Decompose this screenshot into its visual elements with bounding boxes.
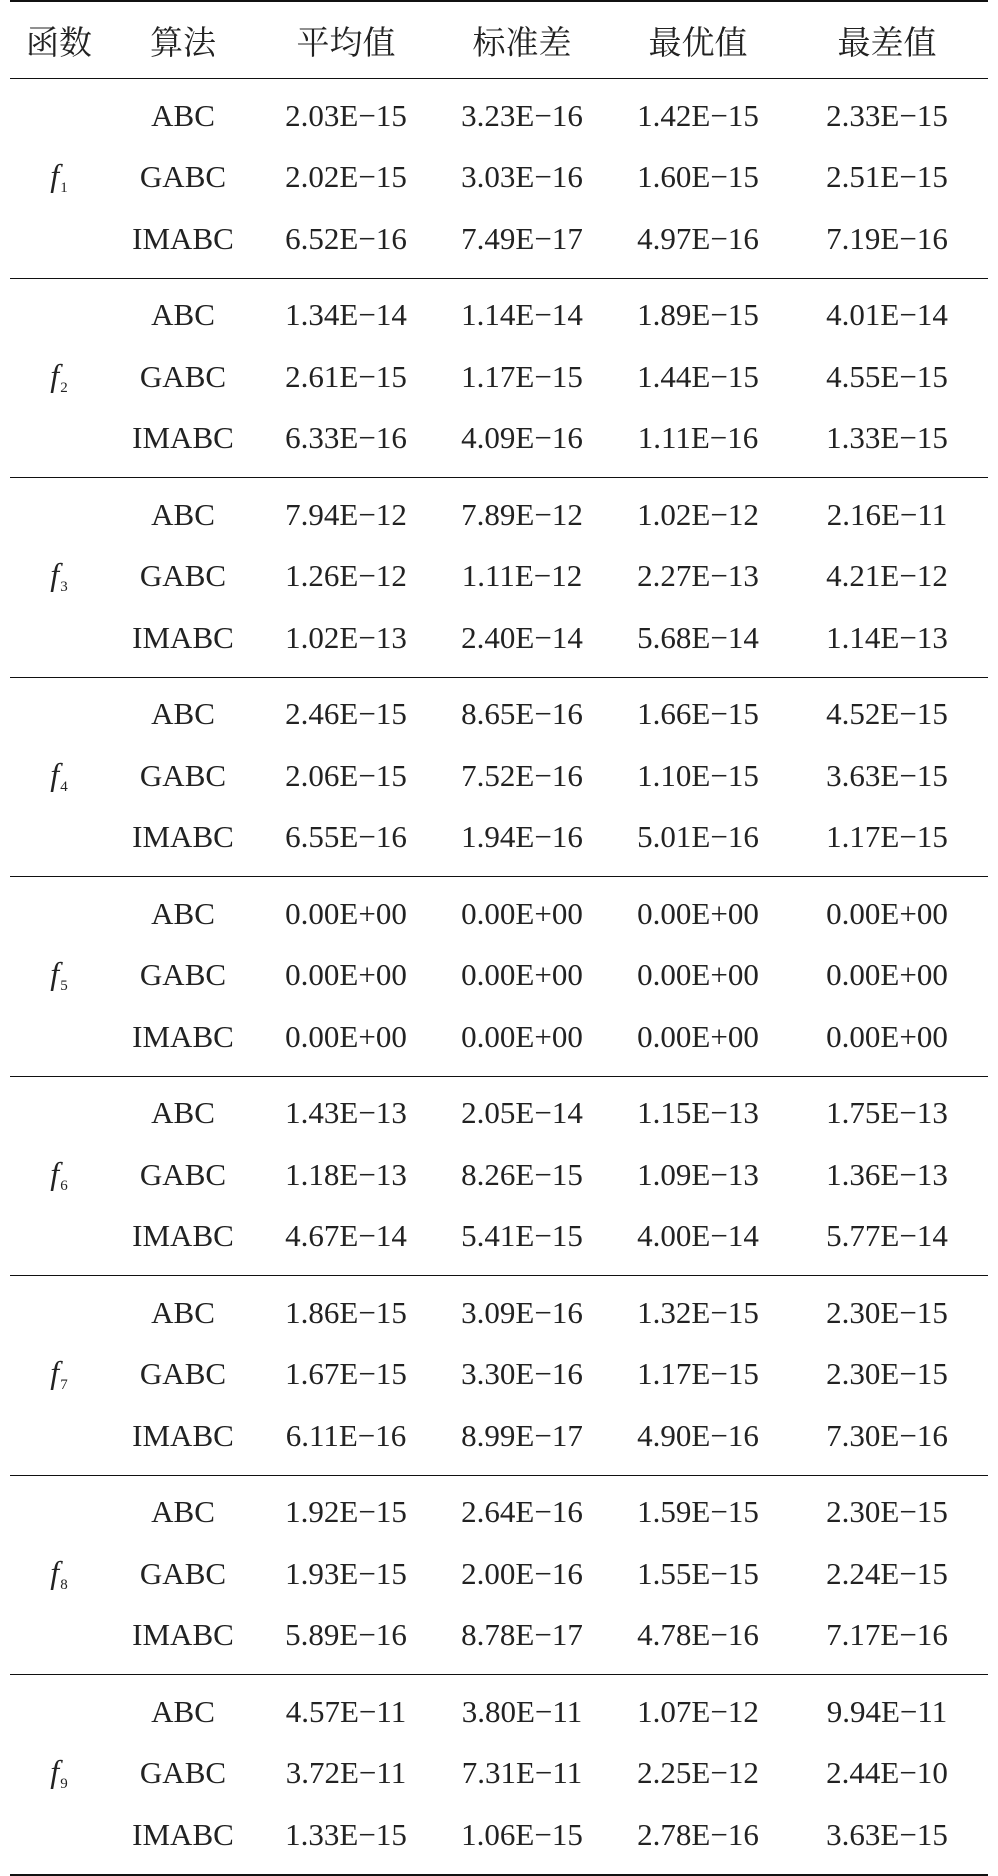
algorithm-cell: ABC (151, 1294, 215, 1330)
function-group (10, 1077, 988, 1276)
table-row (10, 346, 988, 408)
mean-cell: 1.18E−13 (285, 1156, 407, 1192)
table-row (10, 546, 988, 608)
table-row (10, 1206, 988, 1268)
best-cell: 1.60E−15 (637, 159, 759, 195)
algorithm-cell: GABC (139, 1555, 227, 1591)
best-cell: 1.42E−15 (637, 97, 759, 133)
std-cell: 8.65E−16 (461, 696, 583, 732)
mean-cell: 2.06E−15 (285, 757, 407, 793)
function-group (10, 279, 988, 478)
algorithm-cell: IMABC (132, 1218, 234, 1254)
mean-cell: 1.67E−15 (285, 1356, 407, 1392)
worst-cell: 4.55E−15 (826, 358, 948, 394)
std-cell: 2.05E−14 (461, 1095, 583, 1131)
mean-cell: 2.46E−15 (285, 696, 407, 732)
table-row (10, 208, 988, 270)
worst-cell: 5.77E−14 (826, 1218, 948, 1254)
function-label: $f_8$ (50, 1553, 68, 1593)
function-label: $f_2$ (50, 356, 68, 396)
algorithm-cell: ABC (151, 895, 215, 931)
table-row (10, 1605, 988, 1667)
worst-cell: 1.36E−13 (826, 1156, 948, 1192)
best-cell: 1.66E−15 (637, 696, 759, 732)
table-row (10, 147, 988, 209)
std-cell: 3.80E−11 (461, 1693, 583, 1729)
function-group (10, 79, 988, 278)
algorithm-cell: ABC (151, 1693, 215, 1729)
worst-cell: 4.01E−14 (826, 297, 948, 333)
worst-cell: 1.14E−13 (826, 619, 948, 655)
algorithm-cell: GABC (139, 1156, 227, 1192)
table-row (10, 1482, 988, 1544)
mean-cell: 6.33E−16 (285, 420, 407, 456)
algorithm-cell: ABC (151, 496, 215, 532)
std-cell: 1.14E−14 (461, 297, 583, 333)
algorithm-cell: IMABC (132, 619, 234, 655)
std-cell: 3.23E−16 (461, 97, 583, 133)
algorithm-cell: GABC (139, 159, 227, 195)
std-cell: 7.52E−16 (461, 757, 583, 793)
algorithm-cell: GABC (139, 1356, 227, 1392)
std-cell: 3.03E−16 (461, 159, 583, 195)
function-group (10, 478, 988, 677)
mean-cell: 6.52E−16 (285, 220, 407, 256)
worst-cell: 3.63E−15 (826, 1816, 948, 1852)
best-cell: 1.10E−15 (637, 757, 759, 793)
mean-cell: 4.57E−11 (285, 1693, 407, 1729)
table-row (10, 945, 988, 1007)
worst-cell: 2.30E−15 (826, 1494, 948, 1530)
best-cell: 1.32E−15 (637, 1294, 759, 1330)
best-cell: 2.78E−16 (637, 1816, 759, 1852)
algorithm-cell: ABC (151, 696, 215, 732)
algorithm-cell: GABC (139, 358, 227, 394)
header-mean: 平均值 (296, 25, 396, 62)
best-cell: 4.90E−16 (637, 1417, 759, 1453)
algorithm-cell: ABC (151, 97, 215, 133)
function-group (10, 1476, 988, 1675)
table-row (10, 1344, 988, 1406)
best-cell: 1.17E−15 (637, 1356, 759, 1392)
std-cell: 1.94E−16 (461, 819, 583, 855)
table-row (10, 607, 988, 669)
worst-cell: 2.44E−10 (826, 1755, 948, 1791)
table-row (10, 883, 988, 945)
mean-cell: 5.89E−16 (285, 1617, 407, 1653)
algorithm-cell: GABC (139, 757, 227, 793)
table-body (10, 79, 988, 1876)
table-row (10, 1083, 988, 1145)
table-row (10, 1405, 988, 1467)
mean-cell: 2.61E−15 (285, 358, 407, 394)
mean-cell: 1.34E−14 (285, 297, 407, 333)
std-cell: 1.06E−15 (461, 1816, 583, 1852)
mean-cell: 1.93E−15 (285, 1555, 407, 1591)
worst-cell: 7.30E−16 (826, 1417, 948, 1453)
best-cell: 5.68E−14 (637, 619, 759, 655)
worst-cell: 2.30E−15 (826, 1294, 948, 1330)
table-row (10, 1743, 988, 1805)
std-cell: 4.09E−16 (461, 420, 583, 456)
mean-cell: 7.94E−12 (285, 496, 407, 532)
worst-cell: 1.17E−15 (826, 819, 948, 855)
mean-cell: 0.00E+00 (285, 1018, 407, 1054)
best-cell: 2.25E−12 (637, 1755, 759, 1791)
function-label: $f_4$ (50, 755, 68, 795)
best-cell: 4.78E−16 (637, 1617, 759, 1653)
algorithm-cell: IMABC (132, 1816, 234, 1852)
algorithm-cell: IMABC (132, 1018, 234, 1054)
table-row (10, 285, 988, 347)
table-row (10, 807, 988, 869)
best-cell: 1.59E−15 (637, 1494, 759, 1530)
worst-cell: 2.30E−15 (826, 1356, 948, 1392)
worst-cell: 2.24E−15 (826, 1555, 948, 1591)
worst-cell: 0.00E+00 (826, 895, 948, 931)
header-std: 标准差 (472, 25, 572, 62)
mean-cell: 0.00E+00 (285, 895, 407, 931)
best-cell: 1.02E−12 (637, 496, 759, 532)
table-row (10, 1681, 988, 1743)
best-cell: 1.89E−15 (637, 297, 759, 333)
worst-cell: 3.63E−15 (826, 757, 948, 793)
std-cell: 7.89E−12 (461, 496, 583, 532)
table-row (10, 484, 988, 546)
std-cell: 1.17E−15 (461, 358, 583, 394)
worst-cell: 0.00E+00 (826, 957, 948, 993)
table-row (10, 1282, 988, 1344)
header-function: 函数 (26, 25, 92, 62)
mean-cell: 1.33E−15 (285, 1816, 407, 1852)
function-group (10, 1276, 988, 1475)
function-label: $f_7$ (50, 1354, 68, 1394)
std-cell: 8.78E−17 (461, 1617, 583, 1653)
mean-cell: 3.72E−11 (285, 1755, 407, 1791)
std-cell: 3.09E−16 (461, 1294, 583, 1330)
best-cell: 4.00E−14 (637, 1218, 759, 1254)
function-group (10, 678, 988, 877)
std-cell: 0.00E+00 (461, 895, 583, 931)
mean-cell: 2.02E−15 (285, 159, 407, 195)
table-row (10, 1144, 988, 1206)
std-cell: 3.30E−16 (461, 1356, 583, 1392)
algorithm-cell: GABC (139, 558, 227, 594)
mean-cell: 0.00E+00 (285, 957, 407, 993)
algorithm-cell: ABC (151, 1095, 215, 1131)
function-label: $f_6$ (50, 1154, 68, 1194)
function-label: $f_1$ (50, 157, 68, 197)
bottom-rule (10, 1874, 988, 1876)
table-row (10, 684, 988, 746)
best-cell: 5.01E−16 (637, 819, 759, 855)
best-cell: 2.27E−13 (637, 558, 759, 594)
algorithm-cell: GABC (139, 957, 227, 993)
std-cell: 2.00E−16 (461, 1555, 583, 1591)
std-cell: 8.99E−17 (461, 1417, 583, 1453)
function-group (10, 1675, 988, 1874)
mean-cell: 2.03E−15 (285, 97, 407, 133)
worst-cell: 0.00E+00 (826, 1018, 948, 1054)
table-row (10, 1006, 988, 1068)
header-worst: 最差值 (837, 25, 937, 62)
algorithm-cell: IMABC (132, 420, 234, 456)
worst-cell: 7.17E−16 (826, 1617, 948, 1653)
algorithm-cell: IMABC (132, 220, 234, 256)
mean-cell: 6.11E−16 (285, 1417, 407, 1453)
std-cell: 7.31E−11 (461, 1755, 583, 1791)
best-cell: 1.55E−15 (637, 1555, 759, 1591)
table-row (10, 745, 988, 807)
table-row (10, 85, 988, 147)
algorithm-cell: IMABC (132, 819, 234, 855)
std-cell: 2.64E−16 (461, 1494, 583, 1530)
worst-cell: 1.33E−15 (826, 420, 948, 456)
mean-cell: 1.86E−15 (285, 1294, 407, 1330)
best-cell: 1.44E−15 (637, 358, 759, 394)
best-cell: 1.11E−16 (637, 420, 759, 456)
std-cell: 2.40E−14 (461, 619, 583, 655)
worst-cell: 9.94E−11 (826, 1693, 948, 1729)
std-cell: 1.11E−12 (461, 558, 583, 594)
results-table (10, 0, 988, 1876)
table-row (10, 1543, 988, 1605)
best-cell: 1.09E−13 (637, 1156, 759, 1192)
algorithm-cell: ABC (151, 297, 215, 333)
best-cell: 1.15E−13 (637, 1095, 759, 1131)
worst-cell: 4.21E−12 (826, 558, 948, 594)
table-row (10, 408, 988, 470)
worst-cell: 7.19E−16 (826, 220, 948, 256)
std-cell: 7.49E−17 (461, 220, 583, 256)
std-cell: 0.00E+00 (461, 957, 583, 993)
table-header (10, 2, 988, 78)
algorithm-cell: IMABC (132, 1617, 234, 1653)
mean-cell: 1.26E−12 (285, 558, 407, 594)
mean-cell: 4.67E−14 (285, 1218, 407, 1254)
best-cell: 1.07E−12 (637, 1693, 759, 1729)
algorithm-cell: IMABC (132, 1417, 234, 1453)
algorithm-cell: ABC (151, 1494, 215, 1530)
best-cell: 4.97E−16 (637, 220, 759, 256)
function-group (10, 877, 988, 1076)
function-label: $f_9$ (50, 1753, 68, 1793)
worst-cell: 2.33E−15 (826, 97, 948, 133)
function-label: $f_3$ (50, 556, 68, 596)
header-best: 最优值 (648, 25, 748, 62)
function-label: $f_5$ (50, 955, 68, 995)
std-cell: 5.41E−15 (461, 1218, 583, 1254)
algorithm-cell: GABC (139, 1755, 227, 1791)
header-algorithm: 算法 (150, 25, 216, 62)
mean-cell: 1.02E−13 (285, 619, 407, 655)
std-cell: 0.00E+00 (461, 1018, 583, 1054)
mean-cell: 1.43E−13 (285, 1095, 407, 1131)
best-cell: 0.00E+00 (637, 895, 759, 931)
mean-cell: 1.92E−15 (285, 1494, 407, 1530)
table-row (10, 1804, 988, 1866)
std-cell: 8.26E−15 (461, 1156, 583, 1192)
best-cell: 0.00E+00 (637, 1018, 759, 1054)
best-cell: 0.00E+00 (637, 957, 759, 993)
worst-cell: 1.75E−13 (826, 1095, 948, 1131)
worst-cell: 4.52E−15 (826, 696, 948, 732)
worst-cell: 2.16E−11 (826, 496, 948, 532)
mean-cell: 6.55E−16 (285, 819, 407, 855)
worst-cell: 2.51E−15 (826, 159, 948, 195)
